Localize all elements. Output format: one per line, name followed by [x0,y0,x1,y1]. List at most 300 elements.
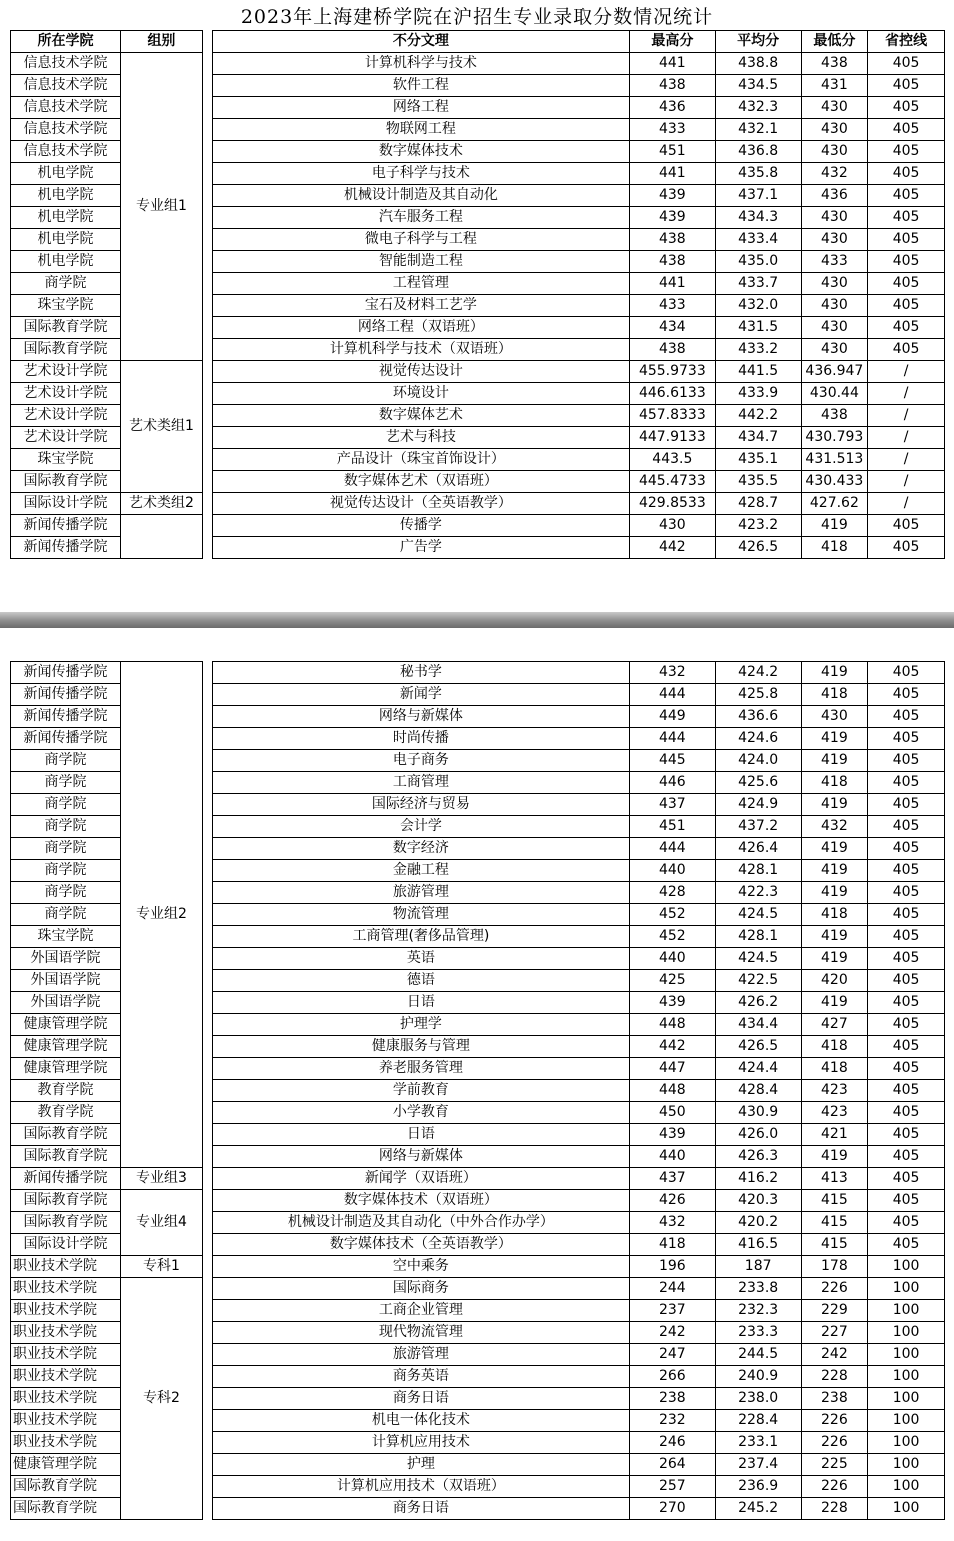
college-cell: 珠宝学院 [11,449,121,471]
avg-score-cell: 420.2 [715,1212,801,1234]
column-gap [202,1168,212,1190]
college-cell: 职业技术学院 [11,1344,121,1366]
max-score-cell: 442 [629,1036,715,1058]
major-cell: 视觉传达设计（全英语教学） [212,493,629,515]
college-cell: 国际教育学院 [11,339,121,361]
control-line-cell: 100 [868,1344,945,1366]
min-score-cell: 419 [801,882,868,904]
page-title: 2023年上海建桥学院在沪招生专业录取分数情况统计 [240,6,714,28]
column-gap [202,838,212,860]
max-score-cell: 442 [629,537,715,559]
major-cell: 商务日语 [212,1388,629,1410]
column-gap [202,1300,212,1322]
min-score-cell: 238 [801,1388,868,1410]
avg-score-cell: 426.4 [715,838,801,860]
min-score-cell: 438 [801,53,868,75]
column-gap [202,97,212,119]
major-cell: 新闻学 [212,684,629,706]
control-line-cell: 405 [868,1146,945,1168]
table-row [11,53,945,75]
max-score-cell: 450 [629,1102,715,1124]
max-score-cell: 425 [629,970,715,992]
column-gap [202,1344,212,1366]
control-line-cell: 100 [868,1476,945,1498]
college-cell: 商学院 [11,794,121,816]
max-score-cell: 232 [629,1410,715,1432]
min-score-cell: 413 [801,1168,868,1190]
min-score-cell: 430 [801,229,868,251]
header-control: 省控线 [868,31,945,53]
column-gap [202,1190,212,1212]
college-cell: 国际教育学院 [11,471,121,493]
max-score-cell: 445 [629,750,715,772]
major-cell: 护理学 [212,1014,629,1036]
major-cell: 学前教育 [212,1080,629,1102]
column-gap [202,229,212,251]
page-divider [0,612,954,628]
major-cell: 养老服务管理 [212,1058,629,1080]
min-score-cell: 419 [801,515,868,537]
max-score-cell: 196 [629,1256,715,1278]
max-score-cell: 448 [629,1080,715,1102]
avg-score-cell: 233.3 [715,1322,801,1344]
major-cell: 计算机科学与技术 [212,53,629,75]
control-line-cell: 405 [868,1058,945,1080]
column-gap [202,141,212,163]
max-score-cell: 441 [629,163,715,185]
major-cell: 数字媒体技术 [212,141,629,163]
max-score-cell: 438 [629,339,715,361]
college-cell: 信息技术学院 [11,97,121,119]
header-avg: 平均分 [715,31,801,53]
major-cell: 日语 [212,1124,629,1146]
major-cell: 艺术与科技 [212,427,629,449]
avg-score-cell: 433.2 [715,339,801,361]
college-cell: 国际教育学院 [11,1476,121,1498]
column-gap [202,1322,212,1344]
college-cell: 职业技术学院 [11,1256,121,1278]
max-score-cell: 441 [629,53,715,75]
min-score-cell: 430 [801,339,868,361]
column-gap [202,992,212,1014]
control-line-cell: / [868,405,945,427]
major-cell: 物联网工程 [212,119,629,141]
column-gap [202,405,212,427]
avg-score-cell: 435.0 [715,251,801,273]
avg-score-cell: 424.9 [715,794,801,816]
max-score-cell: 237 [629,1300,715,1322]
major-cell: 计算机应用技术（双语班） [212,1476,629,1498]
min-score-cell: 415 [801,1234,868,1256]
avg-score-cell: 416.5 [715,1234,801,1256]
college-cell: 新闻传播学院 [11,662,121,684]
college-cell: 国际教育学院 [11,317,121,339]
major-cell: 旅游管理 [212,882,629,904]
control-line-cell: 405 [868,339,945,361]
max-score-cell: 426 [629,1190,715,1212]
control-line-cell: 405 [868,141,945,163]
min-score-cell: 430 [801,97,868,119]
column-gap [202,1124,212,1146]
avg-score-cell: 438.8 [715,53,801,75]
college-cell: 信息技术学院 [11,119,121,141]
column-gap [202,1256,212,1278]
group-cell: 艺术类组1 [121,361,203,493]
control-line-cell: 405 [868,882,945,904]
min-score-cell: 415 [801,1212,868,1234]
max-score-cell: 257 [629,1476,715,1498]
column-gap [202,1410,212,1432]
major-cell: 网络与新媒体 [212,1146,629,1168]
control-line-cell: 100 [868,1366,945,1388]
avg-score-cell: 436.6 [715,706,801,728]
major-cell: 微电子科学与工程 [212,229,629,251]
max-score-cell: 444 [629,838,715,860]
column-gap [202,662,212,684]
control-line-cell: 405 [868,948,945,970]
min-score-cell: 430.433 [801,471,868,493]
column-gap [202,471,212,493]
control-line-cell: 405 [868,904,945,926]
max-score-cell: 448 [629,1014,715,1036]
column-gap [202,816,212,838]
min-score-cell: 226 [801,1432,868,1454]
avg-score-cell: 416.2 [715,1168,801,1190]
min-score-cell: 419 [801,992,868,1014]
control-line-cell: 405 [868,662,945,684]
column-gap [202,53,212,75]
min-score-cell: 436 [801,185,868,207]
control-line-cell: 405 [868,119,945,141]
college-cell: 机电学院 [11,207,121,229]
min-score-cell: 419 [801,948,868,970]
column-gap [202,515,212,537]
column-gap [202,163,212,185]
control-line-cell: 405 [868,515,945,537]
max-score-cell: 264 [629,1454,715,1476]
college-cell: 职业技术学院 [11,1278,121,1300]
max-score-cell: 418 [629,1234,715,1256]
table-row [11,493,945,515]
control-line-cell: 405 [868,295,945,317]
min-score-cell: 229 [801,1300,868,1322]
min-score-cell: 421 [801,1124,868,1146]
major-cell: 网络工程 [212,97,629,119]
avg-score-cell: 233.1 [715,1432,801,1454]
max-score-cell: 452 [629,904,715,926]
column-gap [202,1432,212,1454]
min-score-cell: 418 [801,537,868,559]
college-cell: 商学院 [11,772,121,794]
max-score-cell: 238 [629,1388,715,1410]
college-cell: 信息技术学院 [11,141,121,163]
max-score-cell: 430 [629,515,715,537]
max-score-cell: 441 [629,273,715,295]
max-score-cell: 439 [629,207,715,229]
college-cell: 机电学院 [11,163,121,185]
college-cell: 新闻传播学院 [11,515,121,537]
control-line-cell: 405 [868,251,945,273]
college-cell: 职业技术学院 [11,1366,121,1388]
major-cell: 数字媒体艺术（双语班） [212,471,629,493]
max-score-cell: 434 [629,317,715,339]
control-line-cell: / [868,427,945,449]
column-gap [202,317,212,339]
min-score-cell: 419 [801,926,868,948]
college-cell: 教育学院 [11,1102,121,1124]
control-line-cell: 405 [868,1036,945,1058]
avg-score-cell: 437.2 [715,816,801,838]
admission-table-page2 [10,661,945,1520]
column-gap [202,860,212,882]
college-cell: 外国语学院 [11,970,121,992]
major-cell: 产品设计（珠宝首饰设计） [212,449,629,471]
major-cell: 电子商务 [212,750,629,772]
min-score-cell: 430 [801,141,868,163]
column-gap [202,1388,212,1410]
control-line-cell: 405 [868,207,945,229]
major-cell: 会计学 [212,816,629,838]
avg-score-cell: 233.8 [715,1278,801,1300]
table-row [11,662,945,684]
min-score-cell: 178 [801,1256,868,1278]
control-line-cell: 405 [868,1234,945,1256]
major-cell: 护理 [212,1454,629,1476]
major-cell: 机电一体化技术 [212,1410,629,1432]
column-gap [202,207,212,229]
college-cell: 职业技术学院 [11,1432,121,1454]
control-line-cell: 405 [868,838,945,860]
min-score-cell: 226 [801,1410,868,1432]
major-cell: 数字媒体技术（全英语教学） [212,1234,629,1256]
min-score-cell: 427.62 [801,493,868,515]
avg-score-cell: 434.3 [715,207,801,229]
table-row [11,1278,945,1300]
min-score-cell: 418 [801,904,868,926]
avg-score-cell: 435.1 [715,449,801,471]
major-cell: 机械设计制造及其自动化 [212,185,629,207]
avg-score-cell: 425.8 [715,684,801,706]
major-cell: 工商管理 [212,772,629,794]
max-score-cell: 447 [629,1058,715,1080]
college-cell: 国际设计学院 [11,493,121,515]
control-line-cell: 405 [868,273,945,295]
avg-score-cell: 424.5 [715,948,801,970]
max-score-cell: 436 [629,97,715,119]
column-gap [202,1036,212,1058]
major-cell: 德语 [212,970,629,992]
min-score-cell: 418 [801,772,868,794]
avg-score-cell: 232.3 [715,1300,801,1322]
max-score-cell: 247 [629,1344,715,1366]
major-cell: 新闻学（双语班） [212,1168,629,1190]
college-cell: 职业技术学院 [11,1322,121,1344]
control-line-cell: 405 [868,97,945,119]
min-score-cell: 226 [801,1476,868,1498]
control-line-cell: 405 [868,860,945,882]
max-score-cell: 439 [629,992,715,1014]
college-cell: 机电学院 [11,251,121,273]
major-cell: 英语 [212,948,629,970]
max-score-cell: 266 [629,1366,715,1388]
college-cell: 珠宝学院 [11,295,121,317]
max-score-cell: 433 [629,119,715,141]
college-cell: 珠宝学院 [11,926,121,948]
avg-score-cell: 428.1 [715,926,801,948]
major-cell: 金融工程 [212,860,629,882]
college-cell: 健康管理学院 [11,1036,121,1058]
header-max: 最高分 [629,31,715,53]
college-cell: 教育学院 [11,1080,121,1102]
min-score-cell: 430 [801,273,868,295]
group-cell: 专科2 [121,1278,203,1520]
major-cell: 电子科学与技术 [212,163,629,185]
control-line-cell: 405 [868,1014,945,1036]
column-gap [202,383,212,405]
control-line-cell: 405 [868,317,945,339]
max-score-cell: 439 [629,185,715,207]
min-score-cell: 430 [801,295,868,317]
column-gap [202,1454,212,1476]
max-score-cell: 440 [629,860,715,882]
avg-score-cell: 426.0 [715,1124,801,1146]
major-cell: 空中乘务 [212,1256,629,1278]
control-line-cell: 405 [868,229,945,251]
max-score-cell: 437 [629,1168,715,1190]
avg-score-cell: 236.9 [715,1476,801,1498]
column-gap [202,339,212,361]
avg-score-cell: 425.6 [715,772,801,794]
major-cell: 汽车服务工程 [212,207,629,229]
column-gap [202,684,212,706]
major-cell: 广告学 [212,537,629,559]
avg-score-cell: 428.4 [715,1080,801,1102]
avg-score-cell: 187 [715,1256,801,1278]
avg-score-cell: 435.8 [715,163,801,185]
college-cell: 健康管理学院 [11,1058,121,1080]
major-cell: 物流管理 [212,904,629,926]
avg-score-cell: 426.5 [715,537,801,559]
control-line-cell: 405 [868,772,945,794]
major-cell: 日语 [212,992,629,1014]
major-cell: 软件工程 [212,75,629,97]
control-line-cell: / [868,361,945,383]
max-score-cell: 449 [629,706,715,728]
college-cell: 信息技术学院 [11,75,121,97]
column-gap [202,1080,212,1102]
column-gap [202,1212,212,1234]
column-gap [202,295,212,317]
header-group: 组别 [121,31,203,53]
column-gap [202,1234,212,1256]
major-cell: 计算机科学与技术（双语班） [212,339,629,361]
min-score-cell: 430 [801,317,868,339]
group-cell: 专业组3 [121,1168,203,1190]
max-score-cell: 438 [629,229,715,251]
avg-score-cell: 432.0 [715,295,801,317]
min-score-cell: 419 [801,860,868,882]
college-cell: 国际教育学院 [11,1146,121,1168]
column-gap [202,119,212,141]
avg-score-cell: 435.5 [715,471,801,493]
column-gap [202,1278,212,1300]
column-gap [202,537,212,559]
min-score-cell: 418 [801,1058,868,1080]
avg-score-cell: 424.0 [715,750,801,772]
max-score-cell: 447.9133 [629,427,715,449]
max-score-cell: 440 [629,1146,715,1168]
control-line-cell: 405 [868,75,945,97]
control-line-cell: 405 [868,537,945,559]
avg-score-cell: 437.1 [715,185,801,207]
column-gap [202,1476,212,1498]
column-gap [202,794,212,816]
control-line-cell: 405 [868,684,945,706]
max-score-cell: 440 [629,948,715,970]
column-gap [202,1498,212,1520]
min-score-cell: 419 [801,794,868,816]
college-cell: 新闻传播学院 [11,537,121,559]
college-cell: 国际教育学院 [11,1212,121,1234]
major-cell: 数字媒体艺术 [212,405,629,427]
max-score-cell: 439 [629,1124,715,1146]
major-cell: 小学教育 [212,1102,629,1124]
major-cell: 计算机应用技术 [212,1432,629,1454]
max-score-cell: 455.9733 [629,361,715,383]
college-cell: 商学院 [11,273,121,295]
major-cell: 旅游管理 [212,1344,629,1366]
column-gap [202,75,212,97]
major-cell: 国际经济与贸易 [212,794,629,816]
college-cell: 健康管理学院 [11,1014,121,1036]
control-line-cell: 405 [868,750,945,772]
table-row [11,1190,945,1212]
control-line-cell: 100 [868,1322,945,1344]
min-score-cell: 433 [801,251,868,273]
avg-score-cell: 434.4 [715,1014,801,1036]
table-row [11,515,945,537]
college-cell: 机电学院 [11,229,121,251]
college-cell: 艺术设计学院 [11,361,121,383]
avg-score-cell: 426.3 [715,1146,801,1168]
avg-score-cell: 424.4 [715,1058,801,1080]
avg-score-cell: 441.5 [715,361,801,383]
major-cell: 环境设计 [212,383,629,405]
avg-score-cell: 423.2 [715,515,801,537]
control-line-cell: 405 [868,992,945,1014]
college-cell: 商学院 [11,860,121,882]
avg-score-cell: 228.4 [715,1410,801,1432]
college-cell: 艺术设计学院 [11,383,121,405]
min-score-cell: 432 [801,163,868,185]
major-cell: 工程管理 [212,273,629,295]
control-line-cell: 405 [868,926,945,948]
min-score-cell: 418 [801,684,868,706]
min-score-cell: 228 [801,1366,868,1388]
max-score-cell: 246 [629,1432,715,1454]
avg-score-cell: 433.4 [715,229,801,251]
max-score-cell: 446 [629,772,715,794]
major-cell: 智能制造工程 [212,251,629,273]
min-score-cell: 436.947 [801,361,868,383]
avg-score-cell: 433.7 [715,273,801,295]
avg-score-cell: 432.1 [715,119,801,141]
column-gap [202,1102,212,1124]
avg-score-cell: 244.5 [715,1344,801,1366]
max-score-cell: 438 [629,75,715,97]
header-major: 不分文理 [212,31,629,53]
max-score-cell: 242 [629,1322,715,1344]
